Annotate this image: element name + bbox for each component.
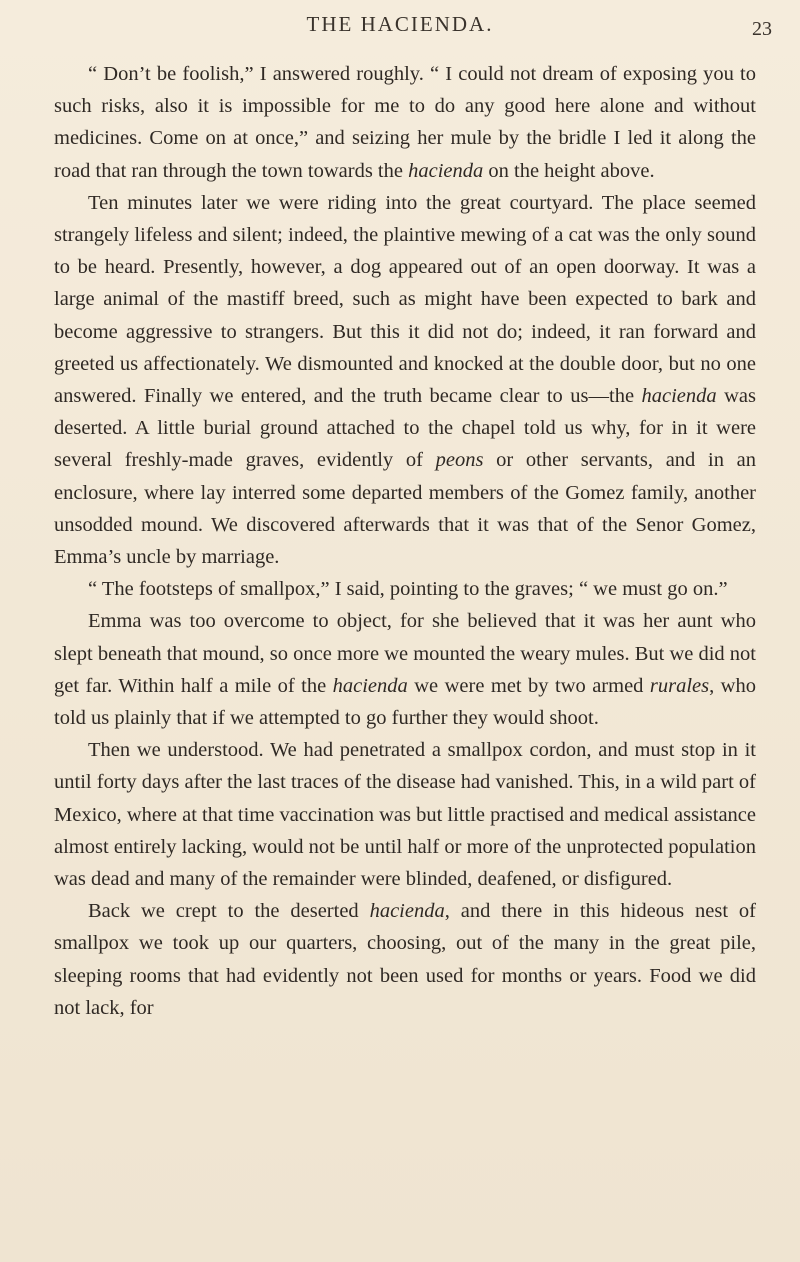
italic-term: rurales xyxy=(649,674,710,697)
paragraph xyxy=(54,895,756,1024)
text-span: or other servants, and in an enclosure, where lay interred some departed members of the Gomez family, another unsodded mound. We discovered afterwards that it was that of the Senor Gomez, Emma’s uncle by marriage. xyxy=(54,449,756,569)
text-span: on the height above. xyxy=(483,159,655,182)
text-span: we were met by two armed xyxy=(407,674,650,697)
running-head xyxy=(0,8,800,48)
paragraph xyxy=(54,187,756,573)
text-span: “ Don’t be foolish,” I answered roughly. “ I could not dream of exposing you to such risks, also it is impossible for me to do any good here alone and without medicines. Come on at once,” and seizing her mule by the bridle I led it along the road that ran through the town towards the xyxy=(54,63,756,182)
paragraph xyxy=(54,605,756,734)
text-span: Then we understood. We had penetrated a smallpox cordon, and must stop in it until forty days after the last traces of the disease had vanished. This, in a wild part of Mexico, where at that time vaccination was but little practised and medical assistance almost entirely lacking, would not be until half or more of the unprotected population was dead and many of the remainder were blinded, deafened, or disfigured. xyxy=(54,739,756,891)
italic-term: hacienda xyxy=(332,674,408,697)
italic-term: hacienda xyxy=(369,900,445,923)
paragraph xyxy=(54,734,756,895)
text-span: Ten minutes later we were riding into the great courtyard. The place seemed strangely lifeless and silent; indeed, the plaintive mewing of a cat was the only sound to be heard. Presently, however, a dog appeared out of an open doorway. It was a large animal of the mastiff breed, such as might have been expected to bark and become aggressive to strangers. But this it did not do; indeed, it ran forward and greeted us affectionately. We dismounted and knocked at the double door, but no one answered. Finally we entered, and the truth became clear to us—the xyxy=(54,191,756,408)
text-span: , and there in this hideous nest of smallpox we took up our quarters, choosing, out of the many in the great pile, sleeping rooms that had evidently not been used for months or years. Food we did not lack, for xyxy=(54,900,756,1019)
italic-term: peons xyxy=(435,449,484,472)
text-span: “ The footsteps of smallpox,” I said, pointing to the graves; “ we must go on.” xyxy=(88,578,728,601)
text-span: , who told us plainly that if we attempted to go further they would shoot. xyxy=(54,674,756,730)
body-text xyxy=(54,58,756,1024)
italic-term: hacienda xyxy=(641,385,717,408)
paragraph xyxy=(54,58,756,187)
page-number: 23 xyxy=(752,18,772,40)
italic-term: hacienda xyxy=(408,159,484,182)
text-span: Back we crept to the deserted xyxy=(88,900,370,923)
running-title: THE HACIENDA. xyxy=(306,12,494,36)
paragraph xyxy=(54,573,756,605)
text-span: was deserted. A little burial ground attached to the chapel told us why, for in it were several freshly-made graves, evidently of xyxy=(54,385,756,472)
text-span: Emma was too overcome to object, for she believed that it was her aunt who slept beneath that mound, so once more we mounted the weary mules. But we did not get far. Within half a mile of the xyxy=(54,610,756,697)
